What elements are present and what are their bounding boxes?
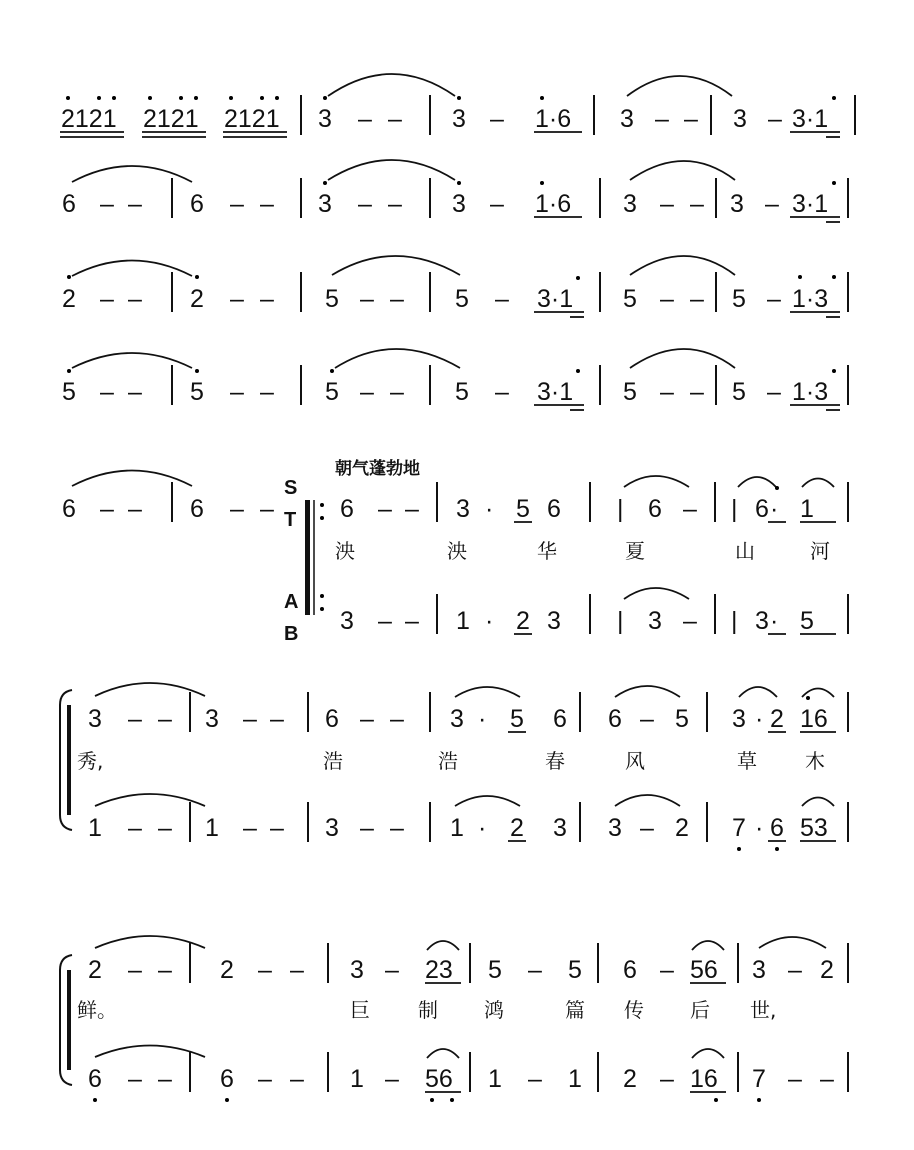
score-note: 5 xyxy=(568,956,582,984)
score-note: – xyxy=(128,495,142,523)
score-note: – xyxy=(660,956,674,984)
score-note: 5 xyxy=(455,285,469,313)
lyric-syllable: 草 xyxy=(737,749,757,773)
score-note: – xyxy=(258,956,272,984)
score-note: 3 xyxy=(608,814,622,842)
score-note: – xyxy=(243,705,257,733)
score-note: – xyxy=(405,607,419,635)
score-note: 6 xyxy=(648,495,662,523)
score-note: – xyxy=(128,378,142,406)
score-note: – xyxy=(683,607,697,635)
score-note: 1 xyxy=(488,1065,502,1093)
score-note: 5 xyxy=(190,378,204,406)
score-note: 6 xyxy=(88,1065,102,1093)
lyric-syllable: 泱 xyxy=(447,539,467,563)
score-note: – xyxy=(405,495,419,523)
system-4 xyxy=(62,349,848,410)
score-note: 3 xyxy=(350,956,364,984)
score-note: 3·1 xyxy=(792,105,829,133)
score-note: 1 xyxy=(450,814,464,842)
score-note: – xyxy=(495,285,509,313)
score-note: 2 xyxy=(770,705,784,733)
score-note: – xyxy=(390,705,404,733)
score-note: · xyxy=(485,495,494,523)
score-note: 2 xyxy=(88,956,102,984)
score-note: – xyxy=(788,956,802,984)
score-note: 6 xyxy=(325,705,339,733)
score-note: · xyxy=(755,705,764,733)
score-note: 5 xyxy=(325,285,339,313)
voice-label-b: B xyxy=(284,623,299,645)
score-note: 6 xyxy=(62,190,76,218)
score-note: – xyxy=(655,105,669,133)
score-note: 7 xyxy=(732,814,746,842)
score-note: – xyxy=(230,378,244,406)
system-7 xyxy=(60,936,848,1102)
score-note: 5 xyxy=(732,285,746,313)
score-note: – xyxy=(230,190,244,218)
lyric-syllable: 浩 xyxy=(438,749,458,773)
expression-mark: 朝气蓬勃地 xyxy=(335,459,420,479)
score-note: 3 xyxy=(730,190,744,218)
score-note: – xyxy=(528,956,542,984)
score-note: 53 xyxy=(800,814,828,842)
lyric-syllable: 秀, xyxy=(77,749,104,773)
score-note: – xyxy=(385,1065,399,1093)
score-note: 56 xyxy=(425,1065,453,1093)
score-note: – xyxy=(360,705,374,733)
lyric-syllable: 巨 xyxy=(350,998,370,1022)
score-note: – xyxy=(390,378,404,406)
score-note: 6 xyxy=(755,495,769,523)
score-note: 1·3 xyxy=(792,285,829,313)
score-note: 3 xyxy=(755,607,769,635)
score-note: – xyxy=(640,814,654,842)
score-note: 2 xyxy=(675,814,689,842)
score-note: – xyxy=(128,1065,142,1093)
score-note: – xyxy=(767,285,781,313)
score-note: 1 xyxy=(350,1065,364,1093)
lyric-syllable: 篇 xyxy=(565,998,585,1022)
score-note: · xyxy=(478,705,487,733)
score-note: 6 xyxy=(190,190,204,218)
score-note: 3 xyxy=(452,105,466,133)
score-note: 3 xyxy=(752,956,766,984)
score-note: – xyxy=(128,814,142,842)
score-note: – xyxy=(385,956,399,984)
score-note: 3 xyxy=(340,607,354,635)
lyric-syllable: 世, xyxy=(750,998,777,1022)
score-note: – xyxy=(767,378,781,406)
score-note: · xyxy=(485,607,494,635)
lyric-syllable: 木 xyxy=(805,749,825,773)
score-note: 6 xyxy=(553,705,567,733)
lyric-syllable: 春 xyxy=(545,749,565,773)
score-note: – xyxy=(128,285,142,313)
lyric-syllable: 夏 xyxy=(625,539,645,563)
score-note: – xyxy=(258,1065,272,1093)
score-note: – xyxy=(660,285,674,313)
score-note: 5 xyxy=(488,956,502,984)
score-note: 5 xyxy=(62,378,76,406)
score-note: 3 xyxy=(318,105,332,133)
score-note: – xyxy=(390,814,404,842)
score-note: – xyxy=(128,956,142,984)
score-note: · xyxy=(770,607,779,635)
score-note: | xyxy=(731,495,738,523)
score-note: | xyxy=(617,607,624,635)
score-note: 3 xyxy=(88,705,102,733)
score-note: – xyxy=(690,285,704,313)
score-note: – xyxy=(290,956,304,984)
score-note: – xyxy=(230,495,244,523)
score-note: – xyxy=(378,607,392,635)
score-note: 2 xyxy=(190,285,204,313)
score-note: – xyxy=(358,105,372,133)
score-note: – xyxy=(490,190,504,218)
score-note: 1·6 xyxy=(535,105,572,133)
score-note: 7 xyxy=(752,1065,766,1093)
score-note: · xyxy=(770,495,779,523)
score-note: 5 xyxy=(455,378,469,406)
voice-label-a: A xyxy=(284,591,299,613)
score-note: 1 xyxy=(456,607,470,635)
score-note: 1·6 xyxy=(535,190,572,218)
score-note: 5 xyxy=(623,378,637,406)
score-note: – xyxy=(158,956,172,984)
score-note: 5 xyxy=(516,495,530,523)
score-note: – xyxy=(360,378,374,406)
score-note: 5 xyxy=(732,378,746,406)
score-note: – xyxy=(100,378,114,406)
score-note: 3 xyxy=(648,607,662,635)
score-note: 1 xyxy=(800,495,814,523)
score-note: 2121 xyxy=(61,105,117,133)
score-note: 3 xyxy=(623,190,637,218)
score-note: – xyxy=(690,378,704,406)
score-note: – xyxy=(768,105,782,133)
score-note: – xyxy=(260,285,274,313)
note-group-2121-b xyxy=(142,96,206,137)
score-note: | xyxy=(731,607,738,635)
score-note: – xyxy=(820,1065,834,1093)
score-note: – xyxy=(528,1065,542,1093)
score-note: 3 xyxy=(450,705,464,733)
score-note: 1 xyxy=(88,814,102,842)
score-note: 2 xyxy=(510,814,524,842)
score-note: 6 xyxy=(608,705,622,733)
lyric-syllable: 浩 xyxy=(323,749,343,773)
score-note: 3 xyxy=(325,814,339,842)
score-note: – xyxy=(765,190,779,218)
score-note: 5 xyxy=(675,705,689,733)
score-note: – xyxy=(378,495,392,523)
score-note: 3 xyxy=(547,607,561,635)
note-group-2121-a xyxy=(60,96,124,137)
score-note: – xyxy=(158,705,172,733)
system-1 xyxy=(60,74,855,137)
score-note: – xyxy=(690,190,704,218)
score-note: 3 xyxy=(553,814,567,842)
score-note: 5 xyxy=(623,285,637,313)
score-note: 6 xyxy=(190,495,204,523)
score-note: 3 xyxy=(620,105,634,133)
score-note: 3·1 xyxy=(792,190,829,218)
score-note: – xyxy=(158,1065,172,1093)
score-note: | xyxy=(617,495,624,523)
lyric-syllable: 华 xyxy=(537,539,557,563)
score-note: – xyxy=(660,1065,674,1093)
score-note: 5 xyxy=(325,378,339,406)
score-note: 3·1 xyxy=(537,285,574,313)
score-note: – xyxy=(640,705,654,733)
score-note: – xyxy=(390,285,404,313)
score-note: 1·3 xyxy=(792,378,829,406)
score-note: 3·1 xyxy=(537,378,574,406)
score-note: 2 xyxy=(220,956,234,984)
score-note: 2 xyxy=(623,1065,637,1093)
note-group-2121-c xyxy=(223,96,287,137)
score-note: – xyxy=(100,285,114,313)
lyric-syllable: 河 xyxy=(810,539,830,563)
score-note: 3 xyxy=(205,705,219,733)
score-note: – xyxy=(358,190,372,218)
score-note: – xyxy=(270,705,284,733)
system-3 xyxy=(62,256,848,317)
score-note: 56 xyxy=(690,956,718,984)
score-note: – xyxy=(243,814,257,842)
score-note: · xyxy=(755,814,764,842)
score-note: – xyxy=(100,495,114,523)
score-note: 6 xyxy=(340,495,354,523)
score-note: – xyxy=(360,814,374,842)
lyric-syllable: 山 xyxy=(735,539,755,563)
score-note: 6 xyxy=(623,956,637,984)
lyric-syllable: 制 xyxy=(418,998,438,1022)
score-note: – xyxy=(788,1065,802,1093)
lyric-syllable: 风 xyxy=(625,749,645,773)
score-note: – xyxy=(360,285,374,313)
system-5 xyxy=(62,458,848,645)
voice-label-s: S xyxy=(284,477,298,499)
score-note: 5 xyxy=(510,705,524,733)
lyric-syllable: 泱 xyxy=(335,539,355,563)
lyric-syllable: 鲜。 xyxy=(77,998,117,1022)
score-note: – xyxy=(290,1065,304,1093)
score-note: – xyxy=(388,190,402,218)
score-note: 1 xyxy=(568,1065,582,1093)
score-note: 3 xyxy=(452,190,466,218)
score-note: – xyxy=(100,190,114,218)
score-note: 16 xyxy=(690,1065,718,1093)
score-note: 2 xyxy=(62,285,76,313)
score-note: – xyxy=(270,814,284,842)
score-note: 1 xyxy=(205,814,219,842)
score-note: – xyxy=(490,105,504,133)
score-note: – xyxy=(683,495,697,523)
system-2 xyxy=(62,160,848,222)
score-note: – xyxy=(128,190,142,218)
score-note: 2 xyxy=(820,956,834,984)
score-note: – xyxy=(660,190,674,218)
score-note: – xyxy=(230,285,244,313)
lyric-syllable: 传 xyxy=(624,998,644,1022)
score-note: 2 xyxy=(516,607,530,635)
score-note: – xyxy=(495,378,509,406)
score-note: 3 xyxy=(733,105,747,133)
score-note: 16 xyxy=(800,705,828,733)
score-note: 6 xyxy=(547,495,561,523)
score-note: – xyxy=(128,705,142,733)
score-note: 23 xyxy=(425,956,453,984)
score-note: – xyxy=(260,495,274,523)
score-note: 6 xyxy=(220,1065,234,1093)
score-note: – xyxy=(684,105,698,133)
score-note: 3 xyxy=(456,495,470,523)
score-note: 6 xyxy=(62,495,76,523)
score-note: · xyxy=(478,814,487,842)
score-note: 2121 xyxy=(224,105,280,133)
score-note: 6 xyxy=(770,814,784,842)
score-note: – xyxy=(260,190,274,218)
score-note: – xyxy=(158,814,172,842)
score-note: 2121 xyxy=(143,105,199,133)
score-note: – xyxy=(260,378,274,406)
score-note: 3 xyxy=(732,705,746,733)
lyric-syllable: 后 xyxy=(690,998,710,1022)
voice-label-t: T xyxy=(284,509,297,531)
score-note: – xyxy=(660,378,674,406)
score-note: 3 xyxy=(318,190,332,218)
lyric-syllable: 鸿 xyxy=(484,998,504,1022)
system-6 xyxy=(60,683,848,851)
score-note: 5 xyxy=(800,607,814,635)
score-note: – xyxy=(388,105,402,133)
